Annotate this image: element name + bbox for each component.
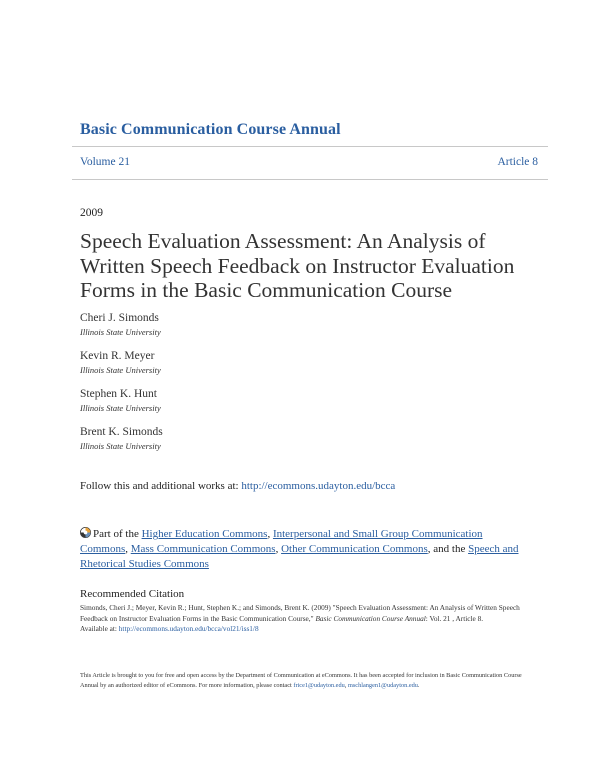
- period: .: [417, 681, 420, 689]
- recommended-citation-heading: Recommended Citation: [80, 588, 185, 600]
- article-url-link[interactable]: http://ecommons.udayton.edu/bcca/vol21/iss1/8: [118, 624, 259, 633]
- author-name: Cheri J. Simonds: [80, 312, 159, 324]
- other-communication-commons-link[interactable]: Other Communication Commons: [281, 543, 428, 555]
- header-divider-bottom: [72, 179, 548, 180]
- collection-url-link[interactable]: http://ecommons.udayton.edu/bcca: [241, 480, 396, 492]
- author-affiliation: Illinois State University: [80, 365, 161, 375]
- author-name: Kevin R. Meyer: [80, 350, 155, 362]
- separator: ,: [267, 528, 273, 540]
- author-name: Stephen K. Hunt: [80, 388, 157, 400]
- volume-article-row: [80, 156, 538, 168]
- author-name: Brent K. Simonds: [80, 426, 163, 438]
- contact-email-link[interactable]: mschlangen1@udayton.edu: [347, 681, 418, 689]
- follow-line: [80, 480, 395, 492]
- access-notice-text: This Article is brought to you for free and open access by the Department of Communication at eCommons. It has been accepted for inclusion in Basic Communication Course Annual by an authorized editor of eCommons. For more information, please contact: [80, 672, 522, 689]
- citation-body: Simonds, Cheri J.; Meyer, Kevin R.; Hunt, Stephen K.; and Simonds, Brent K. (2009) "Speech Evaluation Assessment: An Analysis of Written Speech Feedback on Instructor Evaluation Forms in the Basic Communication Course,": [80, 603, 520, 623]
- publication-year: 2009: [80, 207, 103, 219]
- mass-communication-commons-link[interactable]: Mass Communication Commons: [130, 543, 276, 555]
- available-label: Available at:: [80, 624, 119, 633]
- part-of-commons: [80, 527, 532, 572]
- recommended-citation-text: [80, 603, 532, 635]
- citation-volume: : Vol. 21 , Article 8.: [425, 613, 484, 623]
- separator: ,: [125, 543, 131, 555]
- interpersonal-communication-commons-link[interactable]: Interpersonal and Small Group Communication Commons: [80, 528, 483, 555]
- volume-label[interactable]: Volume 21: [80, 156, 130, 168]
- follow-label: Follow this and additional works at:: [80, 480, 242, 492]
- separator: ,: [275, 543, 282, 555]
- speech-rhetorical-commons-link[interactable]: Speech and Rhetorical Studies Commons: [80, 543, 519, 570]
- header-divider-top: [72, 146, 548, 147]
- title-line-3: Forms in the Basic Communication Course: [80, 278, 453, 302]
- journal-title[interactable]: Basic Communication Course Annual: [80, 121, 341, 138]
- part-of-prefix: Part of the: [93, 528, 142, 540]
- access-notice: [80, 671, 532, 691]
- title-line-2: Written Speech Feedback on Instructor Evaluation: [80, 253, 515, 278]
- higher-education-commons-link[interactable]: Higher Education Commons: [141, 528, 268, 540]
- separator: ,: [344, 681, 348, 689]
- author-affiliation: Illinois State University: [80, 403, 161, 413]
- author-affiliation: Illinois State University: [80, 327, 161, 337]
- contact-email-link[interactable]: frice1@udayton.edu: [293, 681, 345, 689]
- bepress-network-icon: [80, 527, 91, 538]
- title-line-1: Speech Evaluation Assessment: An Analysis of: [80, 229, 486, 253]
- author-affiliation: Illinois State University: [80, 441, 161, 451]
- citation-journal: Basic Communication Course Annual: [315, 613, 426, 623]
- article-title: [80, 229, 540, 303]
- article-label[interactable]: Article 8: [497, 156, 538, 168]
- separator: , and the: [427, 543, 469, 555]
